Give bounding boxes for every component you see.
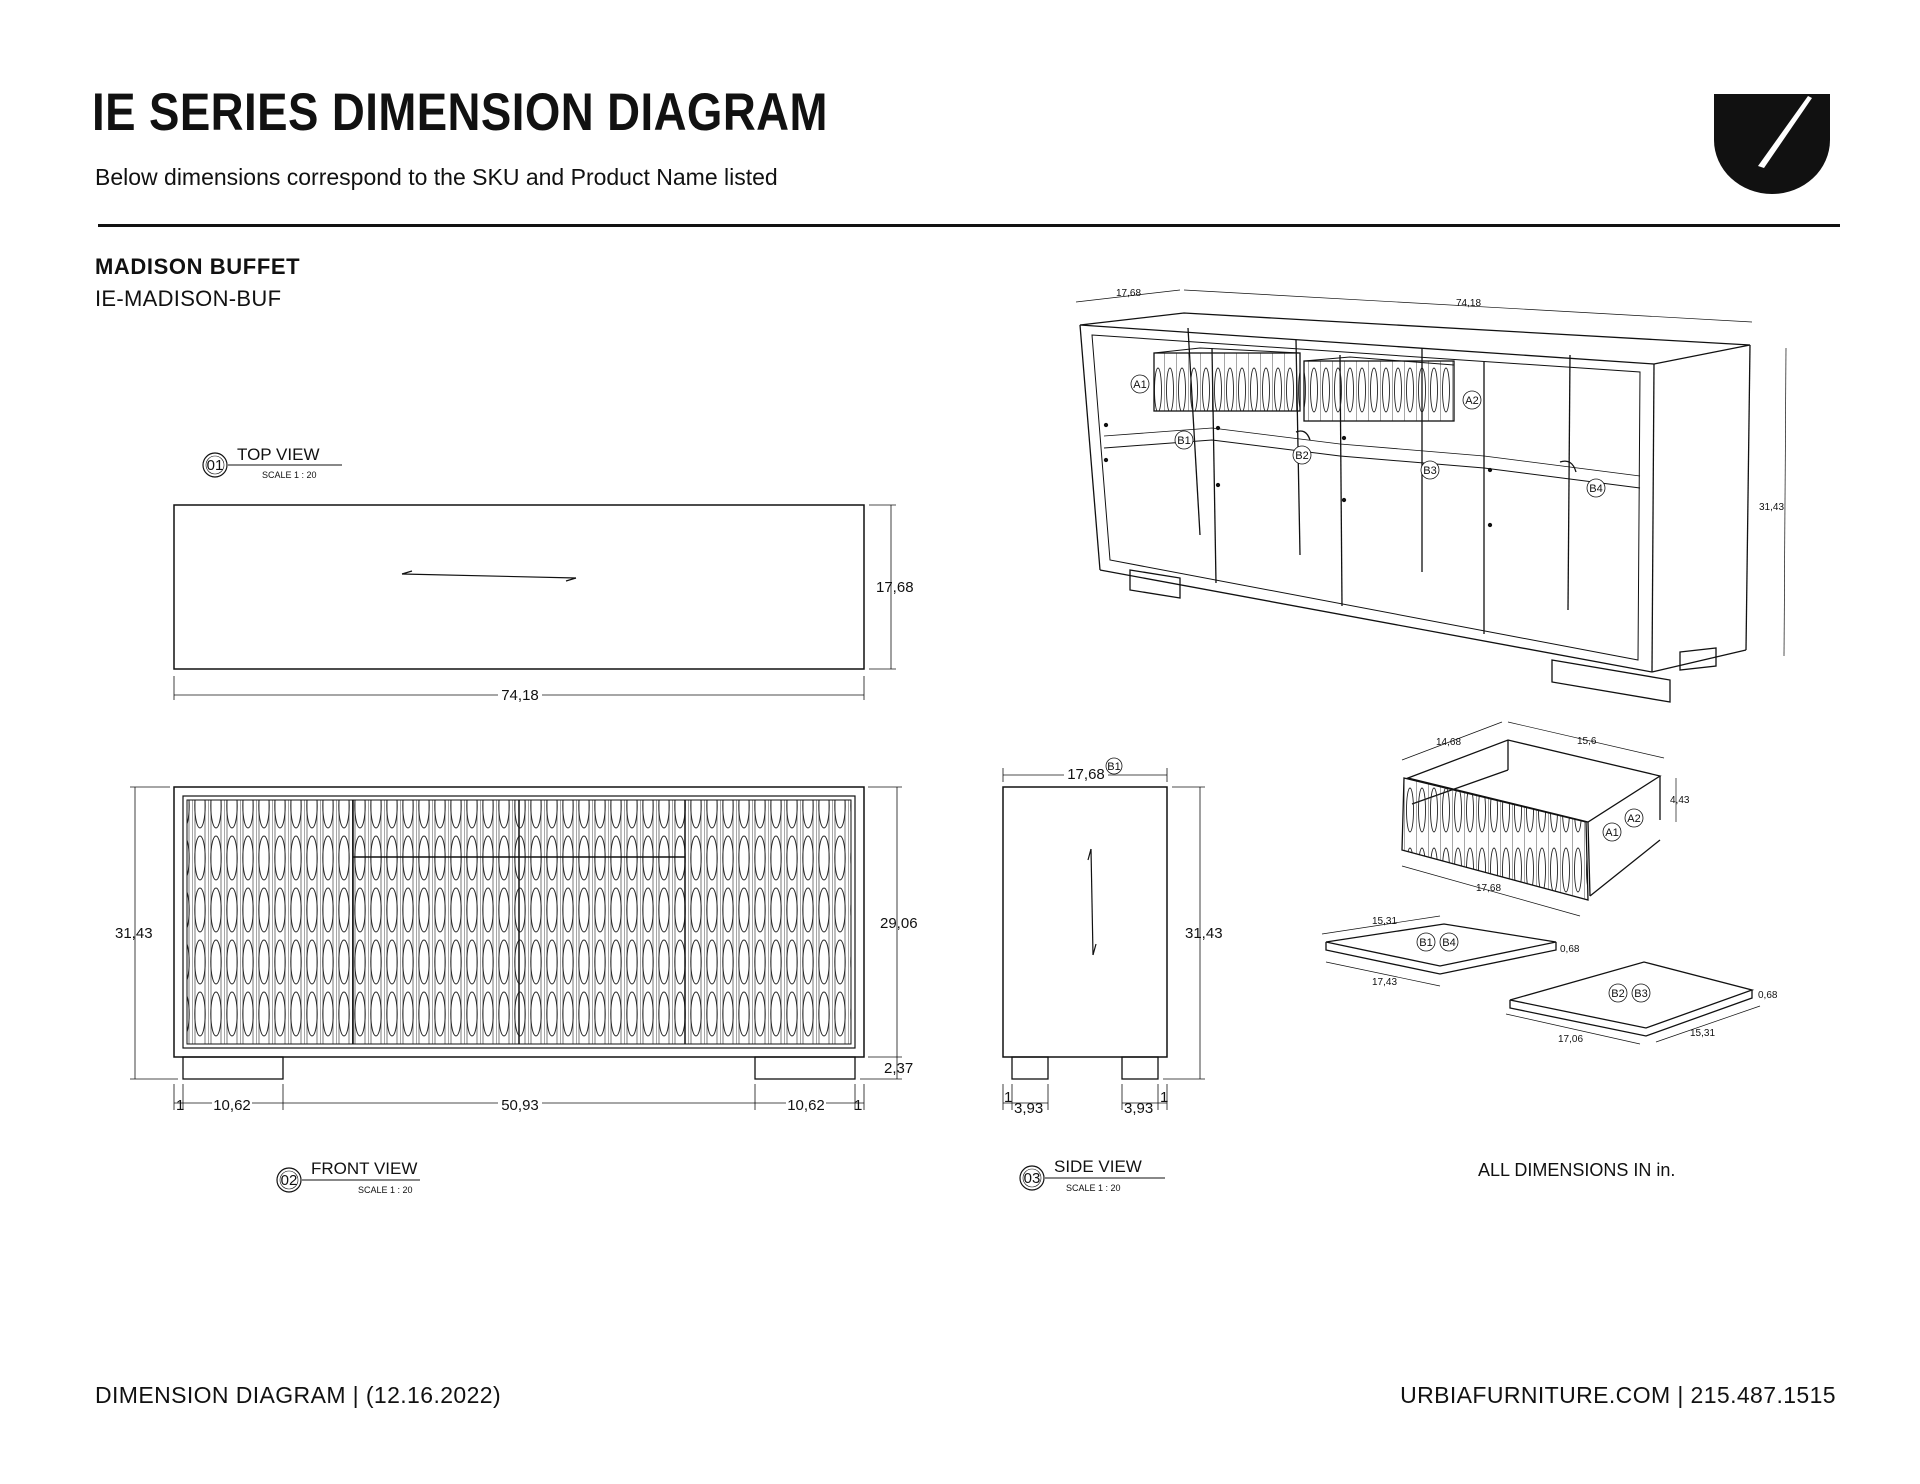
front-view-right-leg [755, 1057, 855, 1079]
page-subtitle: Below dimensions correspond to the SKU and Product Name listed [95, 164, 778, 190]
side-inset-left-value: 1 [1004, 1089, 1013, 1106]
front-view-number: 02 [280, 1172, 298, 1189]
shelf-b1-b4-labels [1322, 916, 1580, 988]
front-leg-height-value: 2,37 [884, 1060, 914, 1077]
drawer-front-value: 17,68 [1476, 883, 1502, 894]
iso-a2-label: A2 [1465, 395, 1479, 407]
product-sku: IE-MADISON-BUF [95, 286, 282, 311]
shelf2-width-value: 17,06 [1558, 1034, 1584, 1045]
iso-drawer-a1 [1154, 353, 1300, 411]
front-body-height-dimension [868, 787, 918, 1057]
drawer-detail [1402, 740, 1660, 900]
drawer-a1-label: A1 [1605, 827, 1619, 839]
side-inset-right-value: 1 [1160, 1089, 1169, 1106]
side-bottom-dimension-chain [1003, 1084, 1168, 1117]
iso-a1-label: A1 [1133, 379, 1147, 391]
iso-b3-label: B3 [1423, 465, 1437, 477]
drawer-height-value: 4,43 [1670, 795, 1690, 806]
drawer-side-value: 14,68 [1436, 737, 1462, 748]
side-depth-dimension [1003, 758, 1167, 783]
front-view-label [277, 1159, 420, 1195]
top-view-scale: SCALE 1 : 20 [262, 470, 317, 480]
front-inset-right-value: 1 [854, 1097, 863, 1114]
front-leg-right-value: 10,62 [787, 1097, 825, 1114]
shelf-b2-b3 [1510, 962, 1752, 1036]
shelf2-b3-label: B3 [1634, 988, 1648, 1000]
isometric-cabinet [1080, 313, 1750, 702]
shelf-b2-b3-labels [1506, 984, 1778, 1045]
drawer-width-value: 15,6 [1577, 736, 1597, 747]
front-leg-left-value: 10,62 [213, 1097, 251, 1114]
side-height-value: 31,43 [1185, 925, 1223, 942]
front-bottom-dimension-chain [174, 1084, 864, 1114]
product-name: MADISON BUFFET [95, 254, 301, 279]
front-height-value: 31,43 [115, 925, 153, 942]
shelf1-b4-label: B4 [1442, 937, 1456, 949]
side-view-label [1020, 1157, 1165, 1193]
front-height-dimension [115, 787, 178, 1079]
top-view-label [203, 445, 342, 480]
front-span-value: 50,93 [501, 1097, 539, 1114]
iso-b2-label: B2 [1295, 450, 1309, 462]
side-view-scale: SCALE 1 : 20 [1066, 1183, 1121, 1193]
top-view-arrow [402, 571, 576, 581]
side-depth-value: 17,68 [1067, 766, 1105, 783]
side-leg-right-value: 3,93 [1124, 1100, 1154, 1117]
side-view-number: 03 [1023, 1170, 1041, 1187]
units-note: ALL DIMENSIONS IN in. [1478, 1160, 1676, 1180]
top-view [174, 445, 914, 704]
side-view-outline [1003, 787, 1167, 1057]
side-b1-label: B1 [1107, 761, 1121, 773]
shelf1-b1-label: B1 [1419, 937, 1433, 949]
iso-height-value: 31,43 [1759, 502, 1785, 513]
side-height-dimension [1163, 787, 1223, 1079]
front-leg-height-dimension [860, 1057, 913, 1079]
shelf1-thick-value: 0,68 [1560, 944, 1580, 955]
front-body-height-value: 29,06 [880, 915, 918, 932]
front-view [115, 787, 918, 1195]
top-width-value: 74,18 [501, 687, 539, 704]
shelf2-depth-value: 15,31 [1690, 1028, 1716, 1039]
front-view-title: FRONT VIEW [311, 1159, 418, 1178]
front-view-left-leg [183, 1057, 283, 1079]
footer-document-info: DIMENSION DIAGRAM | (12.16.2022) [95, 1382, 502, 1408]
side-view-title: SIDE VIEW [1054, 1157, 1142, 1176]
iso-b1-label: B1 [1177, 435, 1191, 447]
top-depth-value: 17,68 [876, 579, 914, 596]
shelf1-depth-value: 17,43 [1372, 977, 1398, 988]
shelf1-width-value: 15,31 [1372, 916, 1398, 927]
drawer-a2-label: A2 [1627, 813, 1641, 825]
side-leg-left-value: 3,93 [1014, 1100, 1044, 1117]
top-view-title: TOP VIEW [237, 445, 320, 464]
top-depth-dimension [869, 505, 914, 669]
side-view [1003, 758, 1223, 1193]
shelf2-b2-label: B2 [1611, 988, 1625, 1000]
front-inset-left-value: 1 [176, 1097, 185, 1114]
shelf2-thick-value: 0,68 [1758, 990, 1778, 1001]
footer-contact-info: URBIAFURNITURE.COM | 215.487.1515 [1400, 1382, 1836, 1408]
top-width-dimension [174, 676, 864, 704]
iso-width-value: 74,18 [1456, 298, 1482, 309]
iso-b4-label: B4 [1589, 483, 1603, 495]
top-view-outline [174, 505, 864, 669]
shelf-b1-b4 [1326, 924, 1556, 974]
iso-drawer-a2 [1304, 361, 1454, 421]
front-view-scale: SCALE 1 : 20 [358, 1185, 413, 1195]
top-view-number: 01 [206, 457, 224, 474]
page-title: IE SERIES DIMENSION DIAGRAM [92, 83, 828, 142]
side-view-arrow [1088, 849, 1096, 955]
iso-depth-value: 17,68 [1116, 288, 1142, 299]
